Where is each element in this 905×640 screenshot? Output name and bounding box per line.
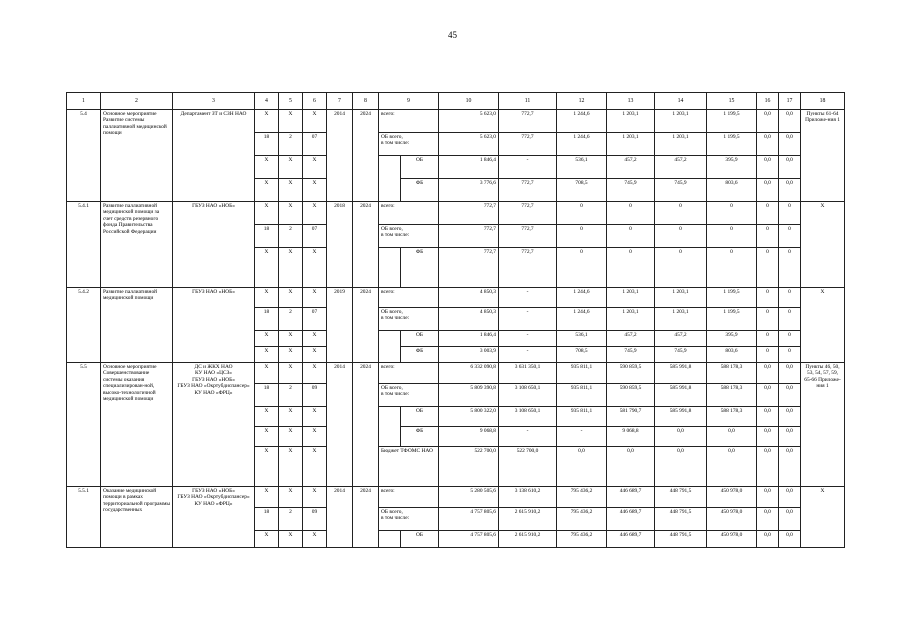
value-cell: 585 991,8: [655, 407, 707, 427]
code-cell: Х: [303, 110, 327, 133]
code-cell: Х: [279, 407, 303, 427]
item-number: 5.4: [67, 110, 101, 202]
program-table: [66, 92, 845, 548]
value-cell: 5 623,0: [439, 133, 499, 156]
value-cell: 772,7: [499, 179, 557, 202]
code-cell: Х: [303, 363, 327, 384]
funding-source: ОБ всего, в том числе:: [379, 308, 439, 331]
value-cell: 4 757 805,6: [439, 508, 499, 531]
value-cell: 0: [779, 288, 801, 308]
funding-source: ОБ: [401, 531, 439, 548]
value-cell: 585 991,8: [655, 363, 707, 384]
value-cell: 588 178,3: [707, 384, 757, 407]
value-cell: 0,0: [779, 363, 801, 384]
value-cell: 0,0: [757, 508, 779, 531]
code-cell: Х: [255, 110, 279, 133]
code-cell: Х: [279, 487, 303, 508]
item-executor: ДС и ЖКХ НАО КУ НАО «ЦСЗ» ГБУЗ НАО «НОБ» ГБУЗ НАО «Окртубдиспансер» КУ НАО «ФРЦ»: [173, 363, 255, 487]
value-cell: 522 700,0: [439, 447, 499, 487]
value-cell: 745,9: [655, 179, 707, 202]
code-cell: 18: [255, 133, 279, 156]
code-cell: Х: [279, 110, 303, 133]
code-cell: Х: [279, 202, 303, 225]
value-cell: 448 791,5: [655, 487, 707, 508]
value-cell: 1 846,4: [439, 156, 499, 179]
value-cell: 536,1: [557, 156, 607, 179]
value-cell: 0,0: [779, 407, 801, 427]
item-name: Развитие паллиативной медицинской помощи: [101, 288, 173, 363]
item-number: 5.4.1: [67, 202, 101, 288]
value-cell: 446 689,7: [607, 508, 655, 531]
end-year: 2024: [353, 487, 379, 548]
funding-source: ОБ: [401, 331, 439, 347]
code-cell: 07: [303, 308, 327, 331]
value-cell: 450 978,0: [707, 508, 757, 531]
code-cell: 09: [303, 384, 327, 407]
column-number: 3: [173, 93, 255, 110]
code-cell: Х: [255, 331, 279, 347]
code-cell: Х: [279, 363, 303, 384]
value-cell: 3 108 650,1: [499, 407, 557, 427]
value-cell: 0,0: [779, 384, 801, 407]
code-cell: Х: [303, 248, 327, 288]
item-executor: Департамент ЗТ и СЗН НАО: [173, 110, 255, 202]
code-cell: Х: [279, 179, 303, 202]
value-cell: 2 615 910,2: [499, 531, 557, 548]
column-number: 15: [707, 93, 757, 110]
value-cell: 450 978,0: [707, 487, 757, 508]
start-year: 2014: [327, 363, 353, 487]
value-cell: 0,0: [757, 110, 779, 133]
funding-source: ФБ: [401, 179, 439, 202]
value-cell: 0,0: [607, 447, 655, 487]
value-cell: 1 203,1: [607, 110, 655, 133]
value-cell: 0: [557, 202, 607, 225]
table-row: [67, 110, 845, 133]
end-year: 2024: [353, 288, 379, 363]
item-number: 5.5: [67, 363, 101, 487]
funding-source: ОБ всего, в том числе:: [379, 508, 439, 531]
code-cell: 07: [303, 225, 327, 248]
code-cell: Х: [279, 531, 303, 548]
column-number: 6: [303, 93, 327, 110]
value-cell: 0: [655, 202, 707, 225]
funding-source: ФБ: [401, 248, 439, 288]
value-cell: 0,0: [779, 427, 801, 447]
value-cell: 1 199,5: [707, 133, 757, 156]
value-cell: 0,0: [707, 447, 757, 487]
code-cell: Х: [303, 331, 327, 347]
value-cell: 935 811,1: [557, 407, 607, 427]
code-cell: Х: [255, 156, 279, 179]
value-cell: 0,0: [707, 427, 757, 447]
item-number: 5.4.2: [67, 288, 101, 363]
code-cell: 2: [279, 308, 303, 331]
item-executor: ГБУЗ НАО «НОБ»: [173, 202, 255, 288]
value-cell: 1 244,6: [557, 110, 607, 133]
value-cell: 795 436,2: [557, 531, 607, 548]
value-cell: 708,5: [557, 347, 607, 363]
value-cell: 0: [557, 248, 607, 288]
value-cell: -: [499, 308, 557, 331]
column-number: 10: [439, 93, 499, 110]
value-cell: 446 689,7: [607, 487, 655, 508]
table-row: [67, 487, 845, 508]
code-cell: 2: [279, 225, 303, 248]
value-cell: 3 108 650,1: [499, 384, 557, 407]
value-cell: 1 203,1: [607, 133, 655, 156]
value-cell: 4 757 805,6: [439, 531, 499, 548]
code-cell: 18: [255, 308, 279, 331]
column-number: 18: [801, 93, 845, 110]
value-cell: 772,7: [439, 202, 499, 225]
value-cell: 935 811,1: [557, 384, 607, 407]
value-cell: 0: [707, 225, 757, 248]
value-cell: 585 991,8: [655, 384, 707, 407]
value-cell: 0,0: [779, 133, 801, 156]
value-cell: 1 203,1: [655, 110, 707, 133]
column-number: 11: [499, 93, 557, 110]
value-cell: 0,0: [655, 447, 707, 487]
value-cell: 588 178,3: [707, 363, 757, 384]
table-row: [67, 363, 845, 384]
value-cell: 9 068,8: [439, 427, 499, 447]
value-cell: -: [499, 427, 557, 447]
column-number: 7: [327, 93, 353, 110]
code-cell: Х: [303, 288, 327, 308]
start-year: 2018: [327, 202, 353, 288]
value-cell: 1 199,5: [707, 308, 757, 331]
code-cell: 18: [255, 508, 279, 531]
value-cell: 772,7: [499, 133, 557, 156]
value-cell: 588 178,3: [707, 407, 757, 427]
value-cell: 448 791,5: [655, 531, 707, 548]
value-cell: 0: [757, 347, 779, 363]
value-cell: 745,9: [607, 179, 655, 202]
code-cell: Х: [255, 248, 279, 288]
value-cell: 0,0: [557, 447, 607, 487]
value-cell: 1 203,1: [607, 288, 655, 308]
funding-source: всего:: [379, 288, 439, 308]
column-number: 1: [67, 93, 101, 110]
value-cell: 457,2: [655, 156, 707, 179]
column-number: 16: [757, 93, 779, 110]
table-row: [67, 288, 845, 308]
code-cell: 18: [255, 225, 279, 248]
funding-source: всего:: [379, 487, 439, 508]
code-cell: 18: [255, 384, 279, 407]
item-number: 5.5.1: [67, 487, 101, 548]
code-cell: Х: [255, 427, 279, 447]
value-cell: 772,7: [499, 248, 557, 288]
code-cell: Х: [303, 347, 327, 363]
value-cell: 581 790,7: [607, 407, 655, 427]
end-year: 2024: [353, 110, 379, 202]
value-cell: 803,6: [707, 179, 757, 202]
value-cell: 9 068,8: [607, 427, 655, 447]
value-cell: 3 003,9: [439, 347, 499, 363]
value-cell: 0,0: [779, 508, 801, 531]
value-cell: 4 850,3: [439, 308, 499, 331]
value-cell: 772,7: [499, 225, 557, 248]
value-cell: 0: [607, 225, 655, 248]
value-cell: 1 203,1: [655, 288, 707, 308]
item-name: Основное мероприятие Развитие системы паллиативной медицинской помощи: [101, 110, 173, 202]
code-cell: Х: [279, 288, 303, 308]
value-cell: 772,7: [499, 202, 557, 225]
value-cell: 772,7: [439, 225, 499, 248]
value-cell: 0,0: [757, 133, 779, 156]
value-cell: -: [557, 427, 607, 447]
code-cell: Х: [303, 447, 327, 487]
value-cell: 5 623,0: [439, 110, 499, 133]
value-cell: 3 776,6: [439, 179, 499, 202]
value-cell: 0: [655, 248, 707, 288]
value-cell: 1 199,5: [707, 288, 757, 308]
value-cell: 0: [607, 248, 655, 288]
value-cell: 536,1: [557, 331, 607, 347]
value-cell: 772,7: [439, 248, 499, 288]
value-cell: 0,0: [779, 487, 801, 508]
column-number: 9: [379, 93, 439, 110]
funding-source: ОБ всего, в том числе:: [379, 225, 439, 248]
value-cell: 3 631 350,1: [499, 363, 557, 384]
value-cell: 1 846,4: [439, 331, 499, 347]
value-cell: 4 850,3: [439, 288, 499, 308]
column-number: 4: [255, 93, 279, 110]
value-cell: 3 138 610,2: [499, 487, 557, 508]
column-number: 8: [353, 93, 379, 110]
column-number: 17: [779, 93, 801, 110]
value-cell: 0: [655, 225, 707, 248]
code-cell: Х: [255, 487, 279, 508]
table-row: [67, 202, 845, 225]
value-cell: 5 809 390,8: [439, 384, 499, 407]
value-cell: 708,5: [557, 179, 607, 202]
code-cell: Х: [303, 156, 327, 179]
funding-source: ОБ всего, в том числе:: [379, 384, 439, 407]
value-cell: 935 811,1: [557, 363, 607, 384]
code-cell: Х: [255, 288, 279, 308]
code-cell: Х: [279, 248, 303, 288]
value-cell: 395,9: [707, 156, 757, 179]
value-cell: 5 280 505,6: [439, 487, 499, 508]
code-cell: Х: [279, 427, 303, 447]
value-cell: 1 203,1: [655, 308, 707, 331]
column-number-row: [67, 93, 845, 110]
value-cell: 0,0: [757, 531, 779, 548]
value-cell: 0,0: [757, 447, 779, 487]
value-cell: 0: [757, 202, 779, 225]
code-cell: Х: [279, 347, 303, 363]
value-cell: 0,0: [779, 531, 801, 548]
funding-source: всего:: [379, 363, 439, 384]
code-cell: Х: [255, 347, 279, 363]
code-cell: Х: [255, 179, 279, 202]
value-cell: 0: [707, 248, 757, 288]
code-cell: Х: [303, 487, 327, 508]
item-name: Оказание медицинской помощи в рамках территориальной программы государственных: [101, 487, 173, 548]
value-cell: 6 332 090,8: [439, 363, 499, 384]
funding-source: ФБ: [401, 427, 439, 447]
value-cell: 1 203,1: [607, 308, 655, 331]
value-cell: 457,2: [607, 156, 655, 179]
value-cell: 0: [757, 225, 779, 248]
value-cell: -: [499, 331, 557, 347]
value-cell: 0,0: [757, 156, 779, 179]
value-cell: 457,2: [607, 331, 655, 347]
value-cell: 0,0: [757, 407, 779, 427]
value-cell: 0: [757, 308, 779, 331]
funding-source: ОБ: [401, 156, 439, 179]
value-cell: 1 203,1: [655, 133, 707, 156]
value-cell: 522 700,0: [499, 447, 557, 487]
code-cell: 2: [279, 384, 303, 407]
start-year: 2019: [327, 288, 353, 363]
value-cell: 0: [757, 248, 779, 288]
funding-source: ОБ всего, в том числе:: [379, 133, 439, 156]
value-cell: 0,0: [757, 363, 779, 384]
code-cell: Х: [303, 202, 327, 225]
code-cell: Х: [279, 156, 303, 179]
value-cell: 0,0: [779, 179, 801, 202]
value-cell: 1 244,6: [557, 308, 607, 331]
value-cell: 0: [779, 202, 801, 225]
value-cell: 0,0: [655, 427, 707, 447]
code-cell: Х: [255, 407, 279, 427]
value-cell: 395,9: [707, 331, 757, 347]
value-cell: 795 436,2: [557, 508, 607, 531]
page-number: 45: [448, 30, 457, 40]
item-executor: ГБУЗ НАО «НОБ» ГБУЗ НАО «Окртубдиспансер» КУ НАО «ФРЦ»: [173, 487, 255, 548]
code-cell: Х: [303, 179, 327, 202]
end-year: 2024: [353, 363, 379, 487]
value-cell: 0: [779, 308, 801, 331]
column-number: 14: [655, 93, 707, 110]
item-note: Х: [801, 288, 845, 363]
value-cell: 448 791,5: [655, 508, 707, 531]
item-note: Х: [801, 487, 845, 548]
value-cell: 0: [707, 202, 757, 225]
value-cell: 0,0: [779, 447, 801, 487]
value-cell: -: [499, 288, 557, 308]
value-cell: 0: [779, 347, 801, 363]
value-cell: 590 859,5: [607, 363, 655, 384]
value-cell: -: [499, 156, 557, 179]
code-cell: Х: [303, 531, 327, 548]
value-cell: 0: [757, 288, 779, 308]
value-cell: 772,7: [499, 110, 557, 133]
code-cell: Х: [303, 427, 327, 447]
funding-source: ФБ: [401, 347, 439, 363]
value-cell: 450 978,0: [707, 531, 757, 548]
value-cell: 0: [779, 248, 801, 288]
value-cell: 745,9: [655, 347, 707, 363]
value-cell: 0: [779, 331, 801, 347]
item-name: Развитие паллиативной медицинской помощи за счет средств резервного фонда Правительства Российской Федерации: [101, 202, 173, 288]
start-year: 2014: [327, 110, 353, 202]
value-cell: 5 800 322,0: [439, 407, 499, 427]
funding-source: ОБ: [401, 407, 439, 427]
column-number: 2: [101, 93, 173, 110]
value-cell: -: [499, 347, 557, 363]
funding-source: всего:: [379, 202, 439, 225]
code-cell: 2: [279, 508, 303, 531]
code-cell: Х: [303, 407, 327, 427]
value-cell: 803,6: [707, 347, 757, 363]
funding-source: Бюджет ТФОМС НАО: [379, 447, 439, 487]
value-cell: 0: [557, 225, 607, 248]
code-cell: Х: [255, 202, 279, 225]
item-note: Х: [801, 202, 845, 288]
code-cell: Х: [255, 531, 279, 548]
code-cell: 07: [303, 133, 327, 156]
code-cell: 09: [303, 508, 327, 531]
item-note: Пункты 61-64 Приложе-ния 1: [801, 110, 845, 202]
item-note: Пункты 46, 50, 53, 54, 57, 59, 65-66 Приложе-ния 1: [801, 363, 845, 487]
value-cell: 0,0: [757, 384, 779, 407]
value-cell: 446 689,7: [607, 531, 655, 548]
column-number: 12: [557, 93, 607, 110]
code-cell: Х: [279, 447, 303, 487]
value-cell: 0: [779, 225, 801, 248]
value-cell: 1 199,5: [707, 110, 757, 133]
column-number: 13: [607, 93, 655, 110]
value-cell: 590 859,5: [607, 384, 655, 407]
value-cell: 0,0: [757, 179, 779, 202]
value-cell: 1 244,6: [557, 133, 607, 156]
item-name: Основное мероприятие Совершенствование системы оказания специализирован-ной, высоко-технологичной медицинской помощи: [101, 363, 173, 487]
funding-source: всего:: [379, 110, 439, 133]
value-cell: 0: [607, 202, 655, 225]
value-cell: 2 615 910,2: [499, 508, 557, 531]
end-year: 2024: [353, 202, 379, 288]
code-cell: Х: [255, 363, 279, 384]
value-cell: 0,0: [779, 156, 801, 179]
value-cell: 745,9: [607, 347, 655, 363]
value-cell: 0,0: [757, 427, 779, 447]
code-cell: Х: [255, 447, 279, 487]
start-year: 2014: [327, 487, 353, 548]
column-number: 5: [279, 93, 303, 110]
value-cell: 0,0: [779, 110, 801, 133]
value-cell: 1 244,6: [557, 288, 607, 308]
value-cell: 0: [757, 331, 779, 347]
value-cell: 795 436,2: [557, 487, 607, 508]
value-cell: 0,0: [757, 487, 779, 508]
value-cell: 457,2: [655, 331, 707, 347]
code-cell: Х: [279, 331, 303, 347]
item-executor: ГБУЗ НАО «НОБ»: [173, 288, 255, 363]
code-cell: 2: [279, 133, 303, 156]
